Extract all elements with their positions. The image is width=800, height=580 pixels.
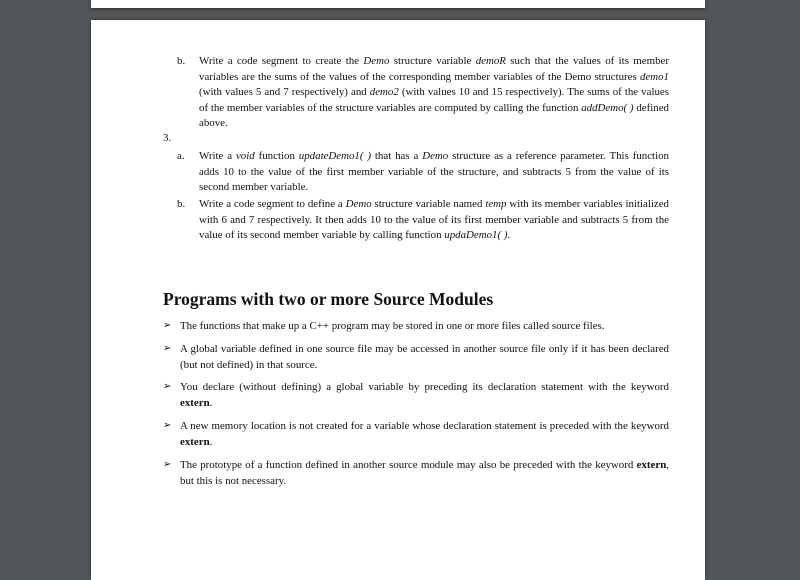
item-text: Write a code segment to define a Demo structure variable named temp with its member variables initialized with 6 and 7 respectively. It then adds 10 to the value of its first member variable and subtracts 5 from the value of its second member variable by calling function updaDemo1( ). bbox=[199, 198, 669, 241]
question-number: 3. bbox=[163, 132, 172, 144]
previous-page bbox=[91, 0, 705, 8]
list-item bbox=[163, 318, 669, 334]
bullet-text: A new memory location is not created for a variable whose declaration statement is preceded with the keyword extern. bbox=[180, 420, 669, 448]
list-item bbox=[163, 457, 669, 489]
arrow-bullet-icon: ➢ bbox=[163, 459, 172, 470]
item-label: a. bbox=[177, 150, 185, 162]
item-label: b. bbox=[177, 198, 186, 210]
item-a-question-3 bbox=[199, 149, 669, 196]
bullet-text: The prototype of a function defined in another source module may also be preceded with the keyword extern, but this is not necessary. bbox=[180, 459, 669, 487]
arrow-bullet-icon: ➢ bbox=[163, 420, 172, 431]
document-page bbox=[91, 20, 705, 580]
item-label: b. bbox=[177, 55, 186, 67]
item-text: Write a void function updateDemo1( ) that has a Demo structure as a reference parameter. This function adds 10 to the value of the first member variable of the structure, and subtracts 5 from the value of its second member variable. bbox=[199, 150, 669, 193]
arrow-bullet-icon: ➢ bbox=[163, 381, 172, 392]
section-heading: Programs with two or more Source Modules bbox=[163, 289, 494, 309]
arrow-bullet-icon: ➢ bbox=[163, 343, 172, 354]
bullet-text: The functions that make up a C++ program may be stored in one or more files called source files. bbox=[180, 320, 605, 332]
item-b-question-3 bbox=[199, 197, 669, 244]
bullet-text: A global variable defined in one source file may be accessed in another source file only if it has been declared (but not defined) in that source. bbox=[180, 343, 669, 371]
list-item bbox=[163, 418, 669, 450]
arrow-bullet-icon: ➢ bbox=[163, 320, 172, 331]
list-item bbox=[163, 341, 669, 373]
item-b-question-2 bbox=[199, 54, 669, 132]
bullet-text: You declare (without defining) a global variable by preceding its declaration statement with the keyword extern. bbox=[180, 381, 669, 409]
item-text: Write a code segment to create the Demo structure variable demoR such that the values of its member variables are the sums of the values of the corresponding member variables of the Demo structures demo1 (with values 5 and 7 respectively) and demo2 (with values 10 and 15 respectively). The sums of the values of the member variables of the structure variables are computed by calling the function addDemo( ) defined above. bbox=[199, 55, 669, 129]
list-item bbox=[163, 379, 669, 411]
